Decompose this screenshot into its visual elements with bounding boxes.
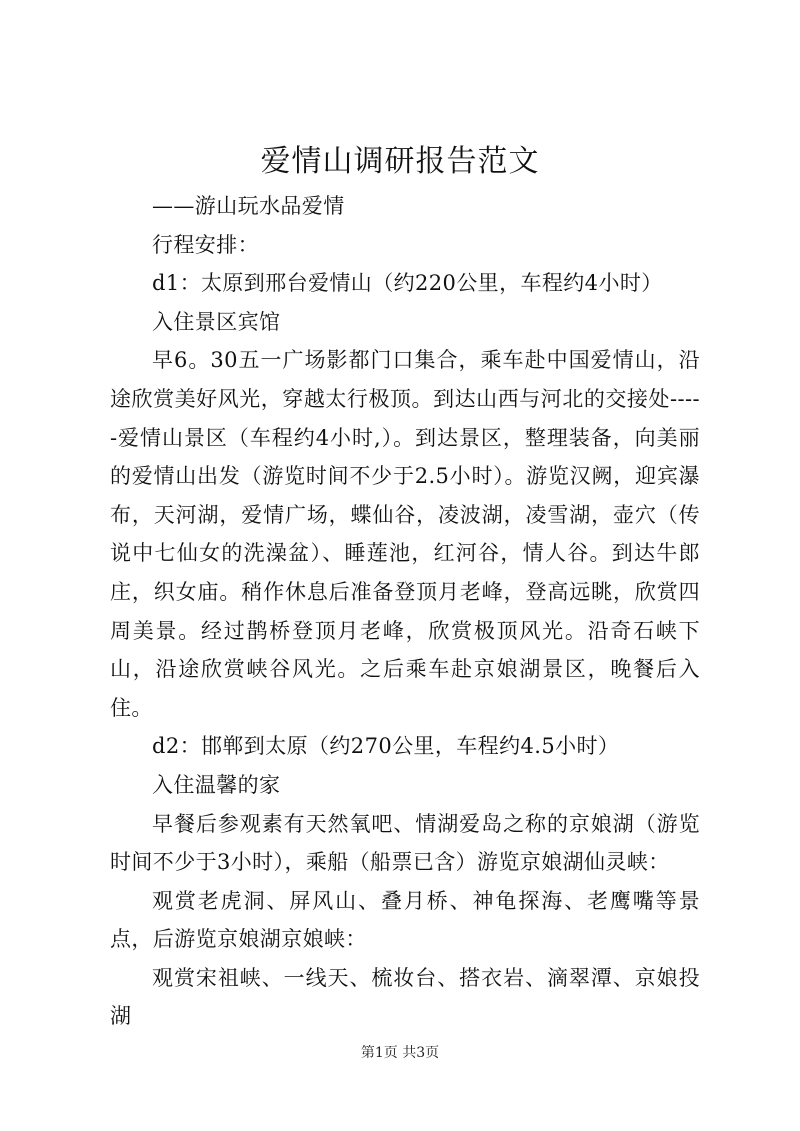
day2-itinerary-1: 早餐后参观素有天然氧吧、情湖爱岛之称的京娘湖（游览时间不少于3小时），乘船（船票已含）游览京娘湖仙灵峡： xyxy=(110,811,700,875)
day1-lodging: 入住景区宾馆 xyxy=(152,309,281,334)
day1-heading: d1：太原到邢台爱情山（约220公里，车程约4小时） xyxy=(152,271,663,296)
day2-itinerary-2: 观赏老虎洞、屏风山、叠月桥、神龟探海、老鹰嘴等景点，后游览京娘湖京娘峡： xyxy=(110,888,700,952)
document-title: 爱情山调研报告范文 xyxy=(260,144,540,179)
day2-itinerary-3: 观赏宋祖峡、一线天、梳妆台、搭衣岩、滴翠潭、京娘投湖 xyxy=(110,965,700,1029)
day2-lodging: 入住温馨的家 xyxy=(152,772,281,797)
document-body xyxy=(110,187,700,1036)
day1-itinerary: 早6。30五一广场影都门口集合，乘车赴中国爱情山，沿途欣赏美好风光，穿越太行极顶。到达山西与河北的交接处-----爱情山景区（车程约4小时,）。到达景区，整理装备，向美丽的爱情山出发（游览时间不少于2.5小时）。游览汉阙，迎宾瀑布，天河湖，爱情广场，蝶仙谷，凌波湖，凌雪湖，壶穴（传说中七仙女的洗澡盆）、睡莲池，红河谷，情人谷。到达牛郎庄，织女庙。稍作休息后准备登顶月老峰，登高远眺，欣赏四周美景。经过鹊桥登顶月老峰，欣赏极顶风光。沿奇石峡下山，沿途欣赏峡谷风光。之后乘车赴京娘湖景区，晚餐后入住。 xyxy=(110,348,700,720)
subtitle-paragraph: ——游山玩水品爱情 xyxy=(152,194,345,218)
day2-heading: d2：邯郸到太原（约270公里，车程约4.5小时） xyxy=(152,734,620,759)
schedule-heading: 行程安排： xyxy=(152,232,259,257)
page-footer: 第1页 共3页 xyxy=(360,1045,440,1061)
